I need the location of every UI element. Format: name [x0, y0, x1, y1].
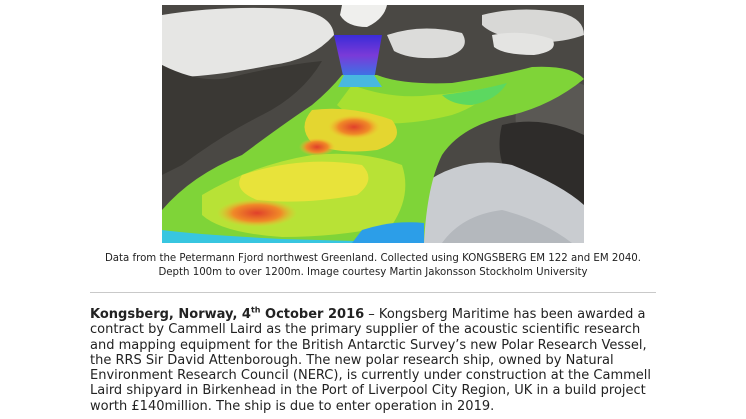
dateline-place-day: Kongsberg, Norway, 4 — [90, 307, 251, 322]
article-body: – Kongsberg Maritime has been awarded a contract by Cammell Laird as the primary supplier of the acoustic scientific research and mapping equipment for the British Antarctic Survey’s new Polar Research Vessel, the RRS Sir David Attenborough. The new polar research ship, owned by Natural Environment Research Council (NERC), is currently under construction at the Cammell Laird shipyard in Birkenhead in the Port of Liverpool City Region, UK in a build project worth £140million. The ship is due to enter operation in 2019. — [90, 307, 652, 414]
divider — [90, 292, 656, 293]
article-paragraph — [90, 307, 662, 414]
figure-caption-line-1: Data from the Petermann Fjord northwest Greenland. Collected using KONGSBERG EM 122 and EM 2040. — [104, 253, 642, 264]
dateline — [90, 307, 364, 322]
figure-caption-line-2: Depth 100m to over 1200m. Image courtesy Martin Jakonsson Stockholm University — [158, 267, 588, 278]
dateline-month-year: October 2016 — [260, 307, 365, 322]
bathymetry-image — [162, 5, 584, 243]
dateline-ordinal: th — [250, 305, 261, 315]
bathymetry-figure — [162, 5, 584, 243]
